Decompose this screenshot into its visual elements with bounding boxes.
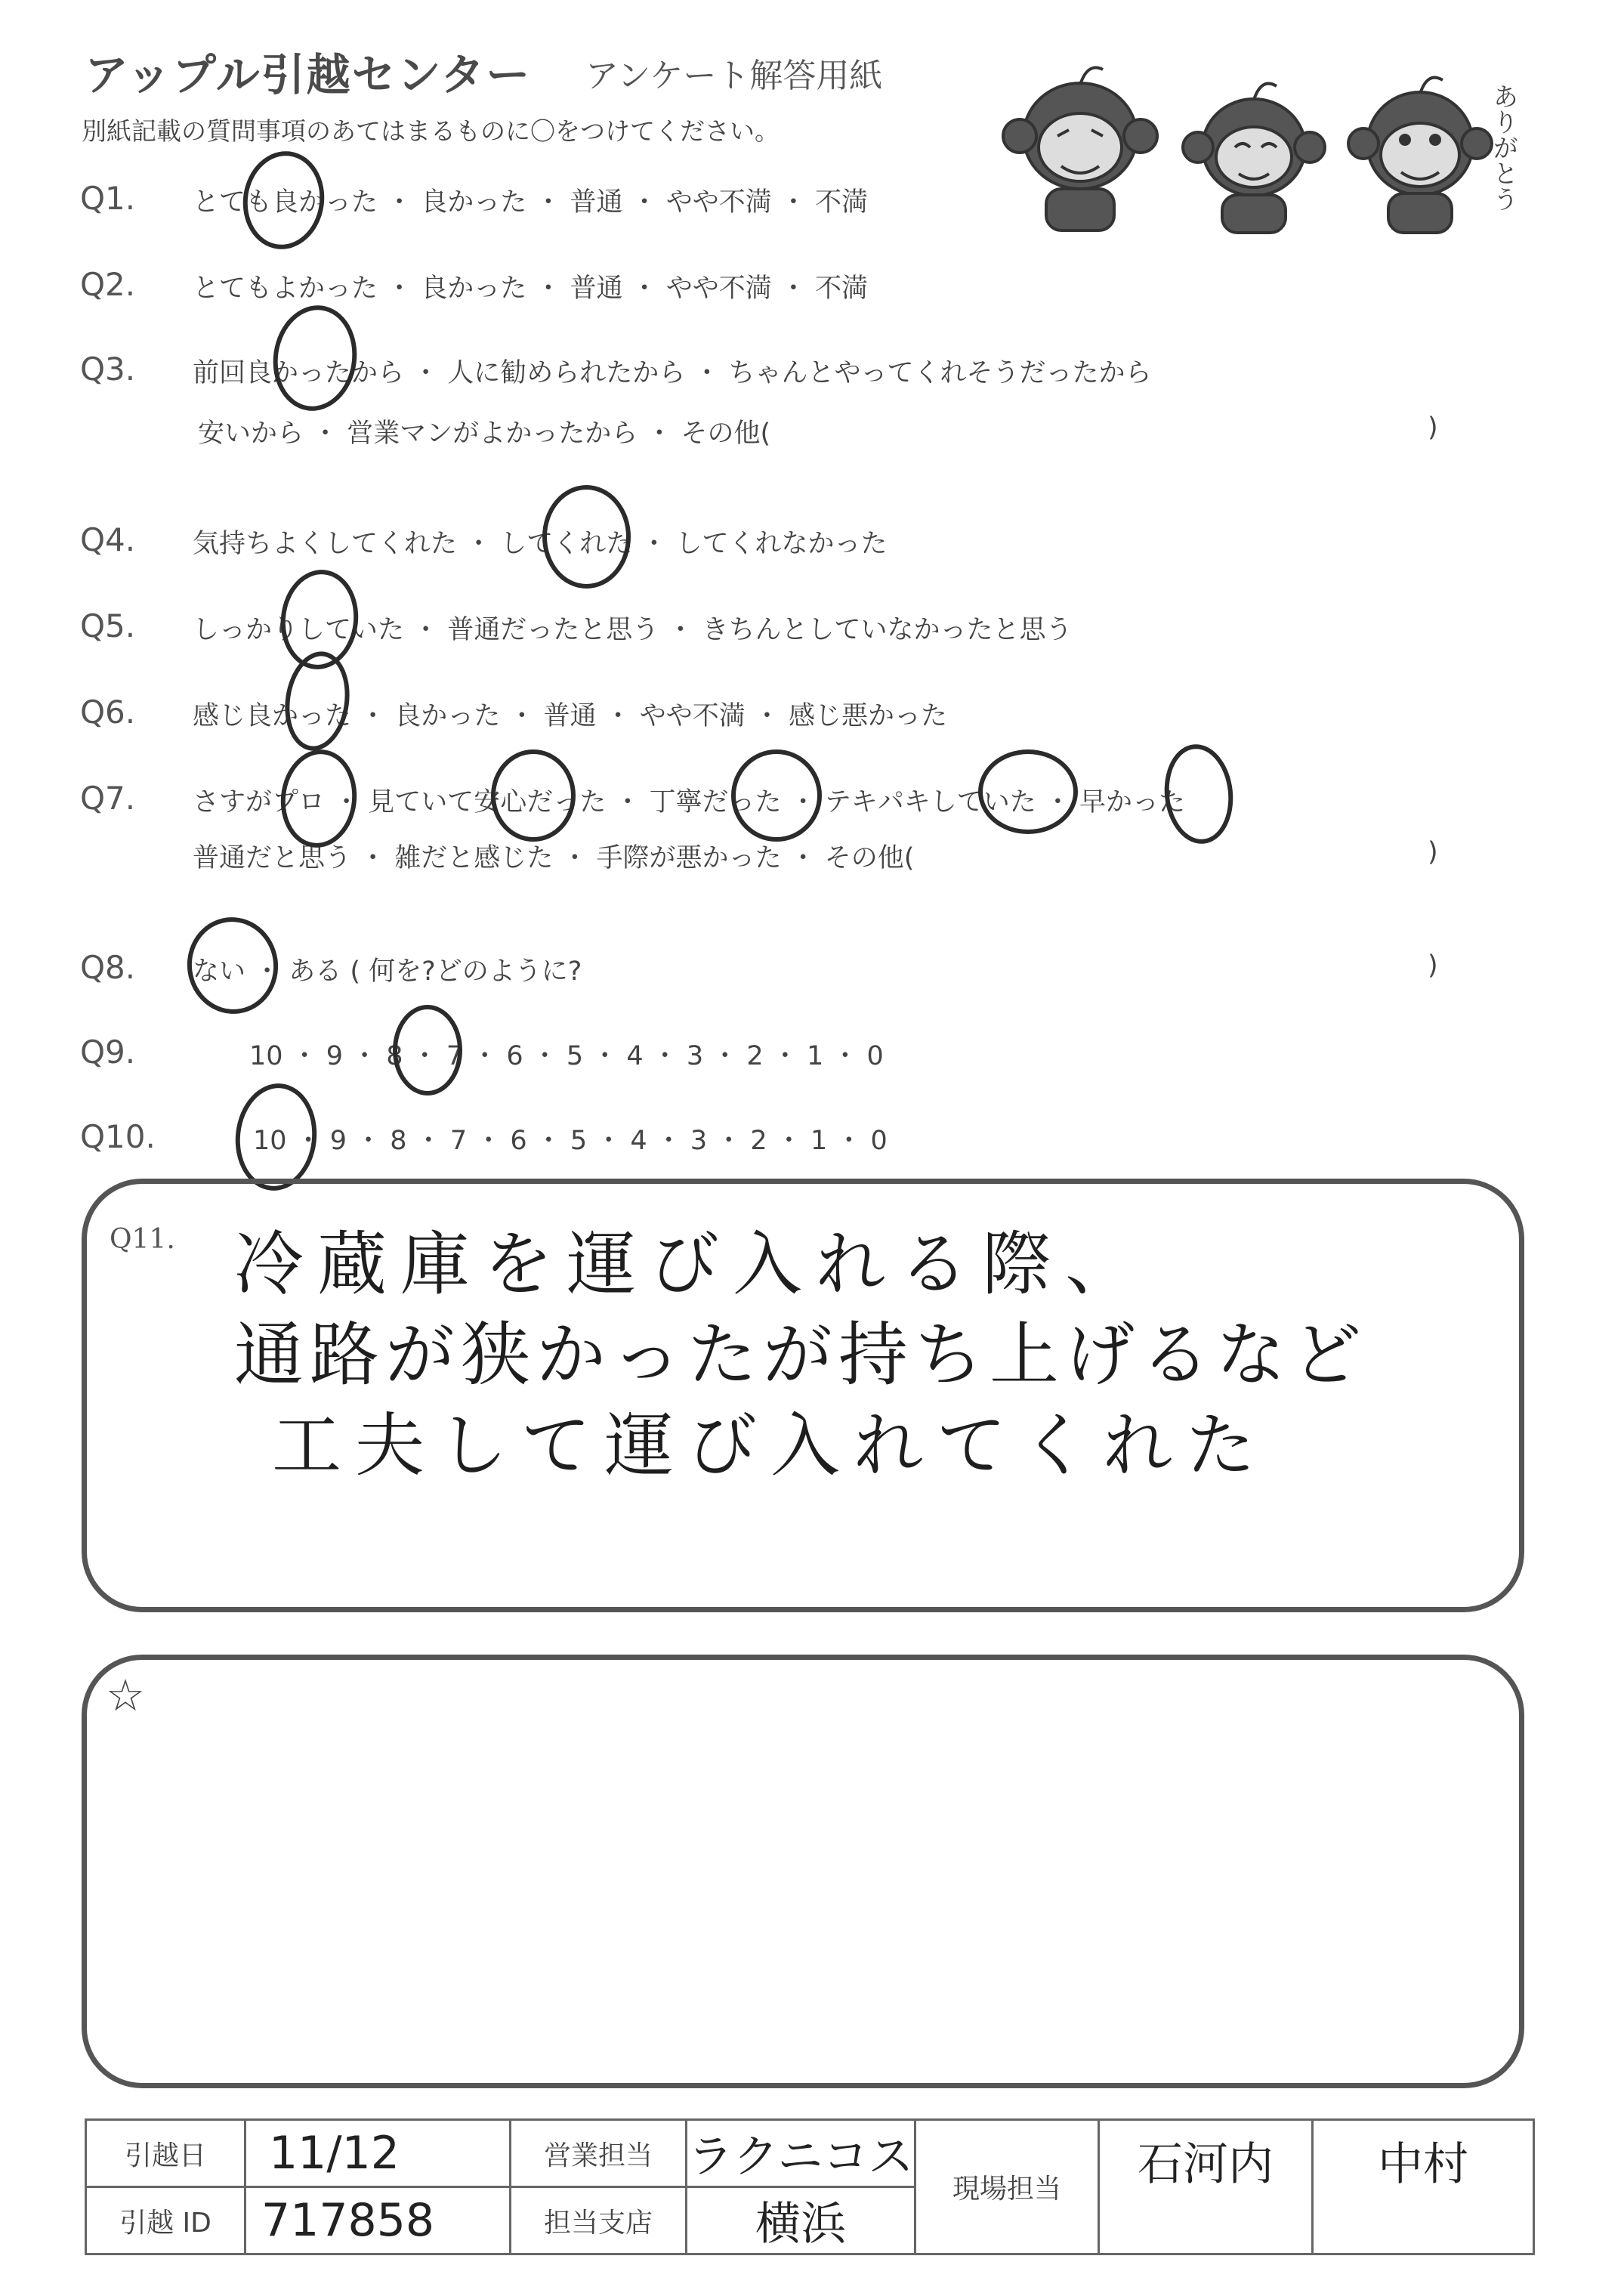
sales-value: ラクニコス: [687, 2120, 915, 2187]
q3-label: Q3.: [80, 351, 136, 388]
q10-answer-circle: [230, 1080, 322, 1194]
q9-answer-circle: [393, 1005, 462, 1096]
q5-options[interactable]: しっかりしていた ・ 普通だったと思う ・ きちんとしていなかったと思う: [193, 615, 1073, 645]
q6-options[interactable]: 感じ良かった ・ 良かった ・ 普通 ・ やや不満 ・ 感じ悪かった: [193, 701, 948, 731]
q7-answer-circle-3: [731, 749, 822, 842]
branch-value: 横浜: [687, 2187, 915, 2254]
q11-answer-line-3: 工夫して運び入れてくれた: [272, 1405, 1270, 1486]
q8-close-paren: ): [1428, 950, 1438, 981]
q7-options-line1[interactable]: さすがプロ ・ 見ていて安心だった ・ 丁寧だった ・ テキパキしていた ・ 早かった: [193, 787, 1186, 817]
monkey-2-icon: [1183, 84, 1325, 233]
q6-answer-circle: [279, 647, 356, 755]
q4-label: Q4.: [80, 521, 136, 558]
q3-options-line2[interactable]: 安いから ・ 営業マンがよかったから ・ その他(: [198, 419, 771, 449]
q11-answer-line-1: 冷蔵庫を運び入れる際、: [234, 1224, 1149, 1305]
q3-answer-circle: [267, 300, 363, 416]
mascot-illustration: [982, 45, 1526, 242]
star-icon: ☆: [106, 1670, 145, 1721]
comment-box: [82, 1655, 1524, 2088]
q7-answer-circle-2: [491, 749, 576, 842]
thanks-text: ありがとう: [1488, 83, 1518, 212]
instruction-text: 別紙記載の質問事項のあてはまるものに〇をつけてください。: [82, 116, 780, 146]
move-date-label: 引越日: [86, 2120, 245, 2187]
q7-options-line2[interactable]: 普通だと思う ・ 雑だと感じた ・ 手際が悪かった ・ その他(: [193, 843, 915, 873]
q7-answer-circle-5: [1159, 741, 1237, 848]
site-label: 現場担当: [915, 2120, 1099, 2254]
q10-label: Q10.: [80, 1118, 156, 1155]
move-id-value: 717858: [245, 2187, 511, 2254]
monkey-3-icon: [1348, 78, 1492, 233]
q7-answer-circle-4: [978, 749, 1078, 834]
q1-answer-circle: [236, 146, 330, 255]
site-staff-1: 石河内: [1099, 2120, 1313, 2254]
q7-answer-circle-1: [276, 746, 361, 851]
q1-label: Q1.: [80, 180, 136, 217]
q5-label: Q5.: [80, 607, 136, 644]
branch-label: 担当支店: [511, 2187, 687, 2254]
monkey-1-icon: [1003, 68, 1157, 231]
q1-options[interactable]: とても良かった ・ 良かった ・ 普通 ・ やや不満 ・ 不満: [193, 187, 869, 218]
q7-label: Q7.: [80, 780, 136, 817]
q2-label: Q2.: [80, 266, 136, 303]
brand-title: アップル引越センター: [85, 49, 532, 100]
move-id-label: 引越 ID: [86, 2187, 245, 2254]
q8-label: Q8.: [80, 949, 136, 986]
q11-label: Q11.: [110, 1224, 175, 1255]
q11-answer-line-2: 通路が狭かったが持ち上げるなど: [234, 1315, 1368, 1395]
q2-options[interactable]: とてもよかった ・ 良かった ・ 普通 ・ やや不満 ・ 不満: [193, 273, 869, 304]
q9-scale[interactable]: 10 ・ 9 ・ 8 ・ 7 ・ 6 ・ 5 ・ 4 ・ 3 ・ 2 ・ 1 ・ 0: [249, 1041, 884, 1071]
move-date-value: 11/12: [245, 2120, 511, 2187]
q4-options[interactable]: 気持ちよくしてくれた ・ してくれた ・ してくれなかった: [193, 529, 888, 559]
q7-close-paren: ): [1428, 837, 1438, 867]
q8-answer-circle: [181, 911, 285, 1019]
site-staff-2: 中村: [1313, 2120, 1534, 2254]
q4-answer-circle: [542, 485, 631, 589]
q3-options-line1[interactable]: 前回良かったから ・ 人に勧められたから ・ ちゃんとやってくれそうだったから: [193, 358, 1152, 388]
sales-label: 営業担当: [511, 2120, 687, 2187]
q10-scale[interactable]: 10 ・ 9 ・ 8 ・ 7 ・ 6 ・ 5 ・ 4 ・ 3 ・ 2 ・ 1 ・ 0: [253, 1126, 888, 1156]
form-subtitle: アンケート解答用紙: [585, 57, 883, 95]
q8-options[interactable]: ない ・ ある ( 何を?どのように?: [193, 956, 582, 987]
footer-info-table: [85, 2118, 1535, 2255]
q6-label: Q6.: [80, 694, 136, 731]
q3-close-paren: ): [1428, 413, 1438, 443]
q9-label: Q9.: [80, 1034, 136, 1071]
